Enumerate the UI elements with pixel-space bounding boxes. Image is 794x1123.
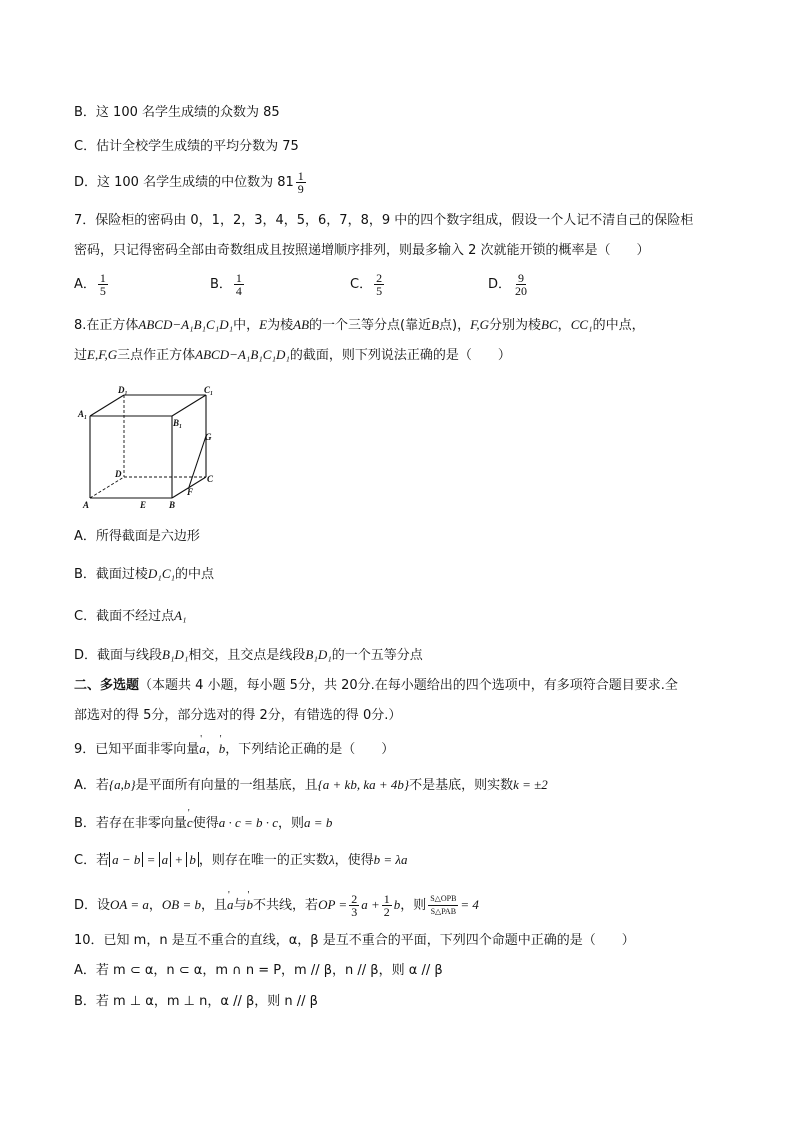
fraction-numerator: 1 bbox=[99, 271, 106, 285]
label-c1: C₁ bbox=[204, 385, 214, 395]
text: 分别为棱 bbox=[489, 318, 542, 333]
text: B．截面过棱 bbox=[74, 567, 148, 582]
q7-options bbox=[74, 272, 531, 297]
math-points: E,F,G bbox=[87, 347, 118, 362]
math-expression: k = ±2 bbox=[513, 777, 548, 792]
q6-option-c: C．估计全校学生成绩的平均分数为 75 bbox=[74, 139, 299, 154]
text: ，使得 bbox=[334, 853, 374, 868]
text: ， bbox=[205, 742, 219, 757]
label-g: G bbox=[205, 432, 212, 442]
section-title: 二、多选题 bbox=[74, 678, 140, 693]
math-edge: AB bbox=[293, 317, 310, 332]
label-a1: A₁ bbox=[78, 409, 88, 419]
math-abs: a − b bbox=[109, 852, 143, 867]
q10-option-b: B．若 m ⊥ α，m ⊥ n，α // β，则 n // β bbox=[74, 994, 318, 1009]
segment-fg bbox=[189, 436, 206, 487]
text: 的一个三等分点(靠近 bbox=[309, 318, 432, 333]
fraction-numerator: 9 bbox=[518, 271, 525, 285]
q10-stem: 10．已知 m，n 是互不重合的直线，α，β 是互不重合的平面，下列四个命题中正确的是（ ） bbox=[74, 933, 635, 948]
fraction-denominator: 9 bbox=[297, 182, 304, 196]
text: 8.在正方体 bbox=[74, 318, 139, 333]
math-expression: OB = b bbox=[161, 897, 202, 912]
text: 的截面，则下列说法正确的是（ ） bbox=[289, 348, 511, 363]
fraction-denominator: S△PAB bbox=[430, 907, 457, 916]
section-instructions: （本题共 4 小题，每小题 5分，共 20分.在每小题给出的四个选项中，有多项符合题目要求.全 bbox=[139, 678, 678, 693]
text: ，则 bbox=[278, 816, 305, 831]
text: 不共线，若 bbox=[253, 898, 319, 913]
math-point: E bbox=[259, 317, 268, 332]
text: 中， bbox=[233, 318, 260, 333]
vector-b: ' b bbox=[219, 740, 226, 758]
math-cube: ABCD−A₁B₁C₁D₁ bbox=[138, 317, 234, 332]
vector-a: ' a bbox=[227, 896, 234, 914]
text: D．截面与线段 bbox=[74, 648, 163, 663]
text: 是平面所有向量的一组基底，且 bbox=[135, 778, 318, 793]
q7-option-c bbox=[350, 272, 488, 297]
q9-option-a bbox=[74, 776, 548, 795]
math-edge: D₁C₁ bbox=[147, 566, 176, 581]
edge-a1d1 bbox=[90, 395, 124, 416]
text: 过 bbox=[74, 348, 88, 363]
math-expression: OP = bbox=[318, 897, 348, 912]
math-point: A₁ bbox=[174, 608, 187, 623]
text: C．截面不经过点 bbox=[74, 609, 175, 624]
vector-b: ' b bbox=[247, 896, 254, 914]
q9-option-c: C．若 a − b = a + b ，则存在唯一的正实数λ，使得b = λa bbox=[74, 852, 408, 868]
fraction-denominator: 3 bbox=[351, 905, 358, 919]
text: 与 bbox=[233, 898, 247, 913]
math-expression: a = b bbox=[304, 815, 333, 830]
text: ，则 bbox=[400, 898, 427, 913]
text: 的中点 bbox=[175, 567, 215, 582]
text: D．设 bbox=[74, 898, 111, 913]
label-e: E bbox=[140, 500, 147, 510]
text: 不是基底，则实数 bbox=[409, 778, 514, 793]
q6-option-d-fraction bbox=[296, 170, 306, 195]
label-f: F bbox=[187, 487, 194, 497]
edge-ad-hidden bbox=[90, 477, 124, 498]
text: 使得 bbox=[192, 816, 219, 831]
label-d1: D₁ bbox=[118, 385, 128, 395]
math-lambda: λ bbox=[328, 852, 335, 867]
math-edge: BC bbox=[541, 317, 558, 332]
section-2-header-line2: 部选对的得 5分，部分选对的得 2分，有错选的得 0分.） bbox=[74, 708, 402, 723]
math-point: B bbox=[431, 317, 440, 332]
math-cube: ABCD−A₁B₁C₁D₁ bbox=[195, 347, 290, 362]
math-set: {a,b} bbox=[108, 777, 136, 792]
fraction-denominator: 5 bbox=[99, 284, 106, 298]
q9-option-b bbox=[74, 814, 332, 833]
math-segment: B₁D₁ bbox=[162, 647, 189, 662]
math-abs: a bbox=[159, 852, 172, 867]
text: B．若存在非零向量 bbox=[74, 816, 187, 831]
math-expression: a + bbox=[361, 897, 380, 912]
fraction-numerator: 1 bbox=[235, 271, 242, 285]
fraction-numerator: 1 bbox=[297, 169, 304, 183]
cube-diagram bbox=[74, 383, 224, 511]
math-expression: a · c = b · c bbox=[218, 815, 279, 830]
q7-option-a bbox=[74, 272, 210, 297]
text: ， bbox=[557, 318, 571, 333]
q7-option-d bbox=[488, 272, 531, 297]
label-d: D bbox=[115, 469, 122, 479]
q6-option-d bbox=[74, 170, 308, 195]
text: 的一个五等分点 bbox=[331, 648, 423, 663]
edge-b1c1 bbox=[172, 395, 206, 416]
q8-option-c bbox=[74, 607, 187, 626]
q9-stem bbox=[74, 740, 394, 759]
fraction-numerator: S△OPB bbox=[428, 893, 458, 906]
math-set: {a + kb, ka + 4b} bbox=[317, 777, 410, 792]
math-edge: CC₁ bbox=[570, 317, 593, 332]
label-b: B bbox=[169, 500, 176, 510]
text: 9．已知平面非零向量 bbox=[74, 742, 200, 757]
option-label: B． bbox=[210, 277, 232, 292]
section-2-header bbox=[74, 677, 678, 695]
math-expression: b = λa bbox=[373, 852, 408, 867]
text: 的中点， bbox=[592, 318, 645, 333]
text: ， bbox=[148, 898, 162, 913]
fraction-numerator: 2 bbox=[351, 892, 358, 906]
q9-option-d: D．设OA = a，OB = b，且' a与' b不共线，若OP = $\frac{2}{3}$ a + $\frac{1}{2}$ b，则 $\frac{\text{S△OPB}}{\text{S△PAB}}$ = 4 bbox=[74, 893, 479, 918]
label-c: C bbox=[207, 474, 214, 484]
math-abs: b bbox=[186, 852, 199, 867]
q8-option-d bbox=[74, 646, 423, 665]
text: 为棱 bbox=[267, 318, 294, 333]
q8-stem-line2 bbox=[74, 346, 511, 365]
option-label: A． bbox=[74, 277, 96, 292]
math-segment: B₁D₁ bbox=[305, 647, 332, 662]
q7-option-b bbox=[210, 272, 350, 297]
fraction-denominator: 20 bbox=[515, 284, 528, 298]
fraction-denominator: 2 bbox=[383, 905, 390, 919]
vector-a: ' a bbox=[199, 740, 206, 758]
q8-option-b bbox=[74, 565, 214, 584]
q6-option-d-text: D．这 100 名学生成绩的中位数为 81 bbox=[74, 175, 294, 190]
text: 三点作正方体 bbox=[117, 348, 196, 363]
math-expression: OA = a bbox=[110, 897, 149, 912]
vector-c: ' c bbox=[187, 814, 193, 832]
q6-option-b: B．这 100 名学生成绩的众数为 85 bbox=[74, 105, 280, 120]
q10-option-a: A．若 m ⊂ α，n ⊂ α，m ∩ n = P，m // β，n // β，则 α // β bbox=[74, 963, 443, 978]
text: ，下列结论正确的是（ ） bbox=[225, 742, 395, 757]
math-points: F,G bbox=[470, 317, 490, 332]
label-a: A bbox=[83, 500, 90, 510]
q8-stem-line1 bbox=[74, 316, 645, 335]
text: 相交，且交点是线段 bbox=[188, 648, 306, 663]
text: A．若 bbox=[74, 778, 109, 793]
fraction-denominator: 4 bbox=[235, 284, 242, 298]
fraction-numerator: 2 bbox=[376, 271, 383, 285]
text: ，且 bbox=[201, 898, 228, 913]
math-expression: = 4 bbox=[460, 897, 479, 912]
label-b1: B₁ bbox=[173, 418, 183, 428]
fraction-numerator: 1 bbox=[383, 892, 390, 906]
q7-stem-line2: 密码，只记得密码全部由奇数组成且按照递增顺序排列，则最多输入 2 次就能开锁的概率是（ ） bbox=[74, 243, 650, 258]
q8-option-a: A．所得截面是六边形 bbox=[74, 529, 200, 544]
text: C．若 bbox=[74, 853, 110, 868]
q7-stem-line1: 7．保险柜的密码由 0，1，2，3，4，5，6，7，8，9 中的四个数字组成，假设一个人记不清自己的保险柜 bbox=[74, 213, 694, 228]
option-label: D． bbox=[488, 277, 512, 292]
option-label: C． bbox=[350, 277, 373, 292]
text: 点)， bbox=[439, 318, 471, 333]
fraction-denominator: 5 bbox=[376, 284, 383, 298]
text: ，则存在唯一的正实数 bbox=[198, 853, 329, 868]
